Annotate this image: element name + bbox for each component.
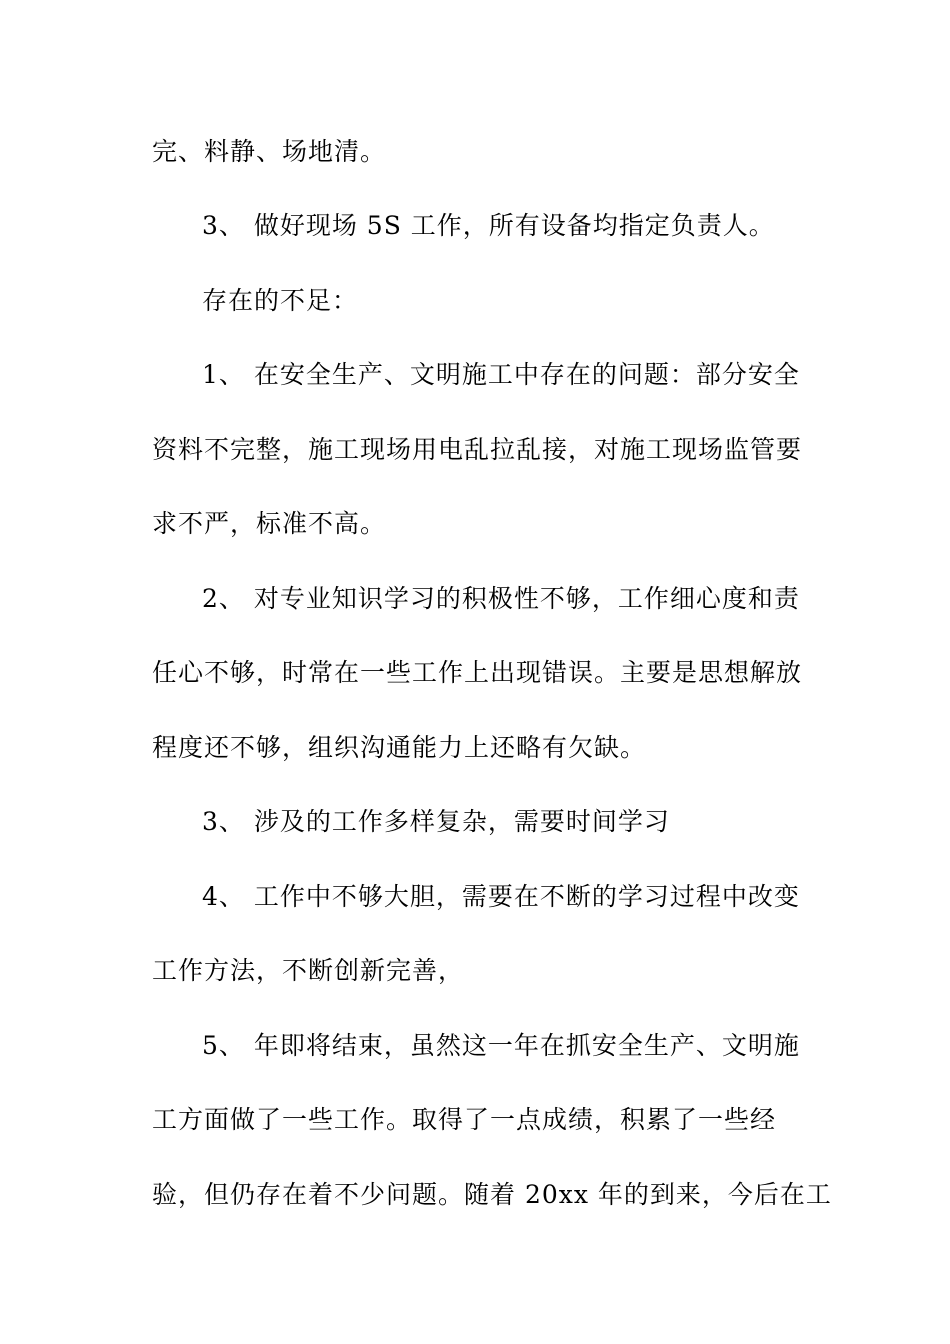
text-line: 任心不够，时常在一些工作上出现错误。主要是思想解放 (152, 658, 803, 687)
text-line: 完、料静、场地清。 (152, 137, 387, 166)
text-line: 1、 在安全生产、文明施工中存在的问题：部分安全 (202, 360, 800, 389)
text-line: 程度还不够，组织沟通能力上还略有欠缺。 (152, 733, 647, 762)
text-line: 工方面做了一些工作。取得了一点成绩，积累了一些经 (152, 1105, 777, 1134)
text-line: 5、 年即将结束，虽然这一年在抓安全生产、文明施 (202, 1031, 800, 1060)
text-line: 验，但仍存在着不少问题。随着 20xx 年的到来，今后在工 (152, 1180, 832, 1209)
text-line: 工作方法，不断创新完善， (152, 956, 465, 985)
text-line: 求不严，标准不高。 (152, 509, 387, 538)
text-line: 2、 对专业知识学习的积极性不够，工作细心度和责 (202, 584, 800, 613)
text-line: 资料不完整，施工现场用电乱拉乱接，对施工现场监管要 (152, 435, 803, 464)
text-line: 4、 工作中不够大胆，需要在不断的学习过程中改变 (202, 882, 800, 911)
text-line: 3、 做好现场 5S 工作，所有设备均指定负责人。 (202, 211, 775, 240)
text-line: 3、 涉及的工作多样复杂，需要时间学习 (202, 807, 670, 836)
section-heading: 存在的不足： (202, 286, 359, 315)
